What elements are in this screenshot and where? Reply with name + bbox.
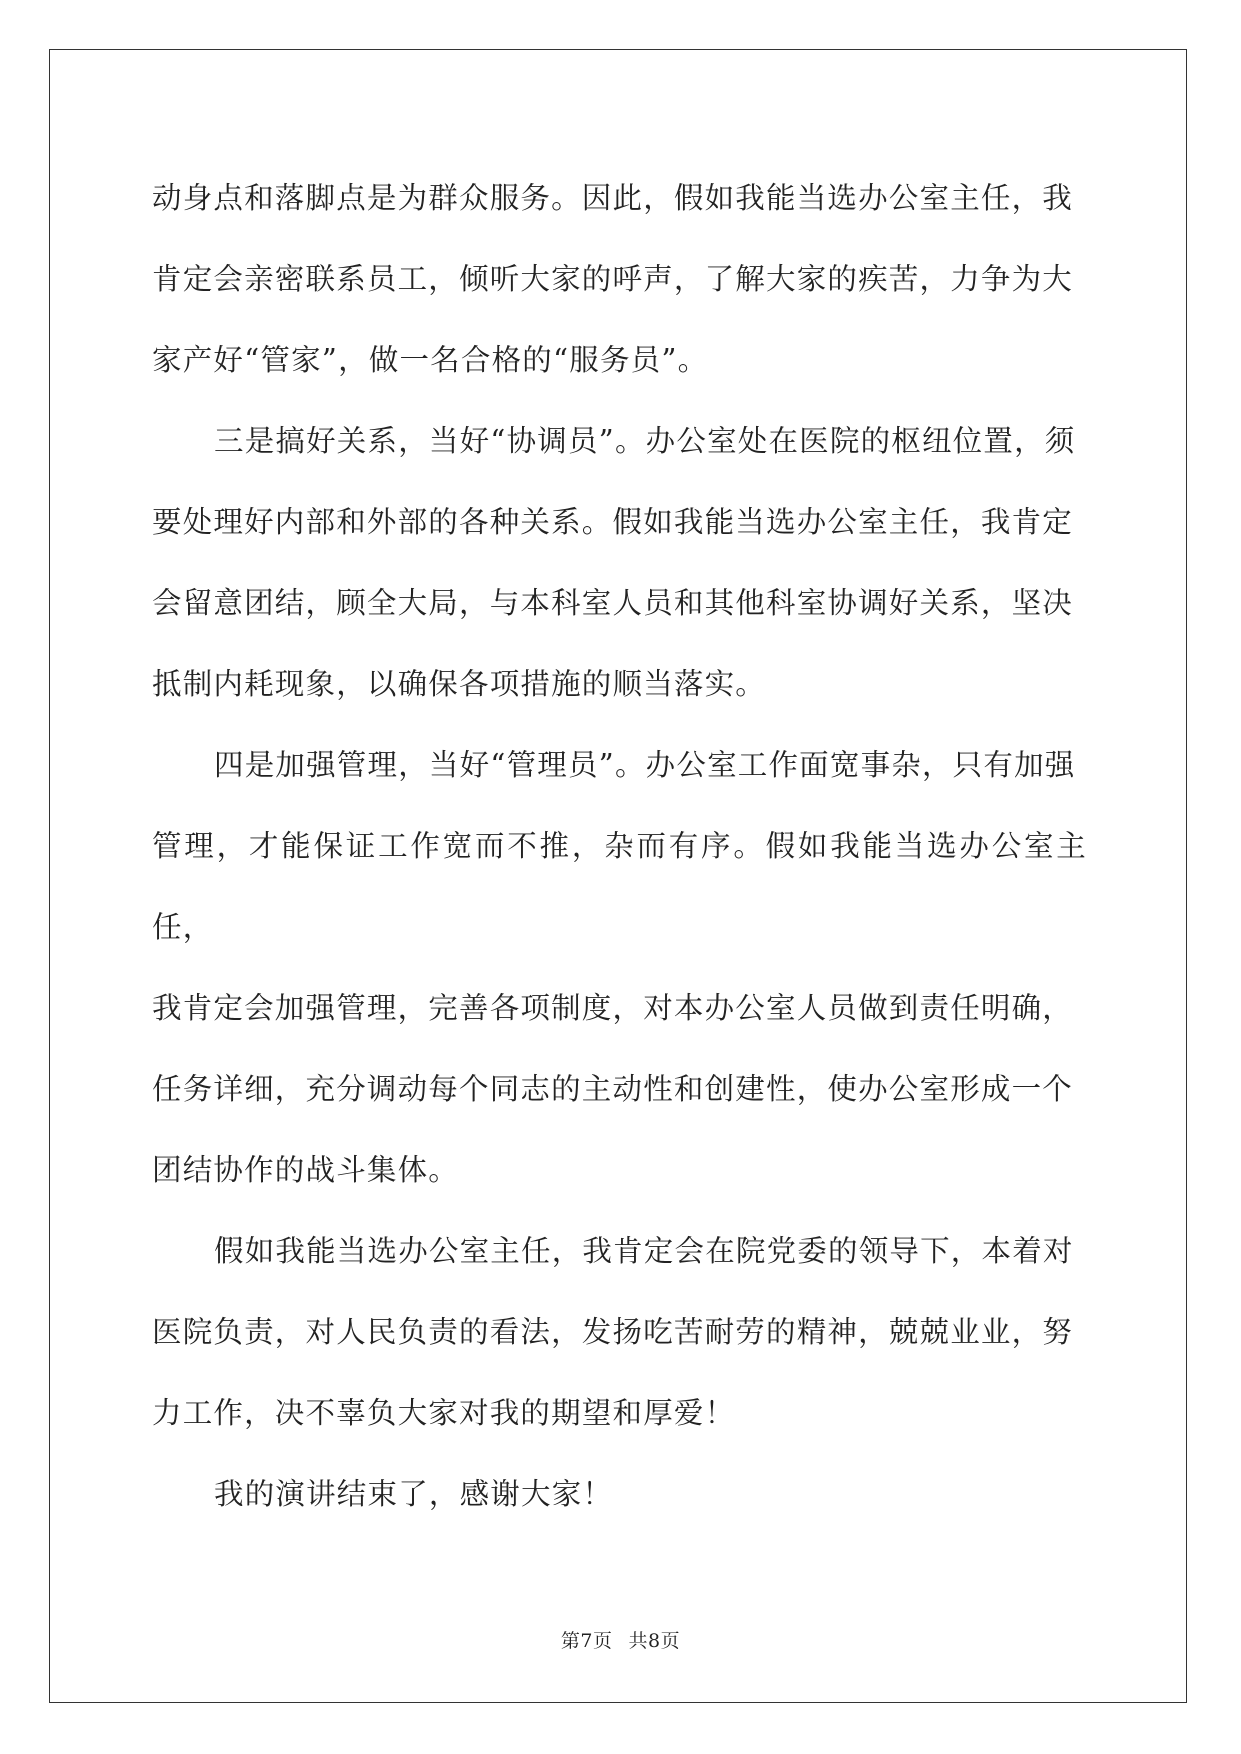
document-body: [152, 158, 1087, 1535]
text-line: 三是搞好关系，当好“协调员”。办公室处在医院的枢纽位置，须: [214, 424, 1076, 458]
paragraph: [152, 725, 1087, 1211]
page-footer: [0, 1626, 1241, 1653]
text-line: 动身点和落脚点是为群众服务。因此，假如我能当选办公室主任，我: [152, 181, 1074, 215]
paragraph: [152, 1454, 1087, 1535]
text-line: 我的演讲结束了，感谢大家！: [214, 1477, 614, 1511]
text-line: 会留意团结，顾全大局，与本科室人员和其他科室协调好关系，坚决: [152, 586, 1074, 620]
text-line: 医院负责，对人民负责的看法，发扬吃苦耐劳的精神，兢兢业业，努: [152, 1315, 1074, 1349]
text-line: 家产好“管家”，做一名合格的“服务员”。: [152, 343, 709, 377]
page-number-current: 第7页: [560, 1630, 613, 1652]
text-line: 假如我能当选办公室主任，我肯定会在院党委的领导下，本着对: [214, 1234, 1074, 1268]
text-line: 抵制内耗现象，以确保各项措施的顺当落实。: [152, 667, 767, 701]
page-number-total: 共8页: [628, 1630, 681, 1652]
text-line: 任务详细，充分调动每个同志的主动性和创建性，使办公室形成一个: [152, 1072, 1074, 1106]
text-line: 我肯定会加强管理，完善各项制度，对本办公室人员做到责任明确，: [152, 991, 1074, 1025]
text-line: 肯定会亲密联系员工，倾听大家的呼声，了解大家的疾苦，力争为大: [152, 262, 1074, 296]
text-line: 力工作，决不辜负大家对我的期望和厚爱！: [152, 1396, 736, 1430]
paragraph: [152, 158, 1087, 401]
text-line: 要处理好内部和外部的各种关系。假如我能当选办公室主任，我肯定: [152, 505, 1074, 539]
paragraph: [152, 1211, 1087, 1454]
text-line: 四是加强管理，当好“管理员”。办公室工作面宽事杂，只有加强: [214, 748, 1076, 782]
text-line: 管理，才能保证工作宽而不推，杂而有序。假如我能当选办公室主任，: [152, 829, 1087, 944]
text-line: 团结协作的战斗集体。: [152, 1153, 460, 1187]
paragraph: [152, 401, 1087, 725]
